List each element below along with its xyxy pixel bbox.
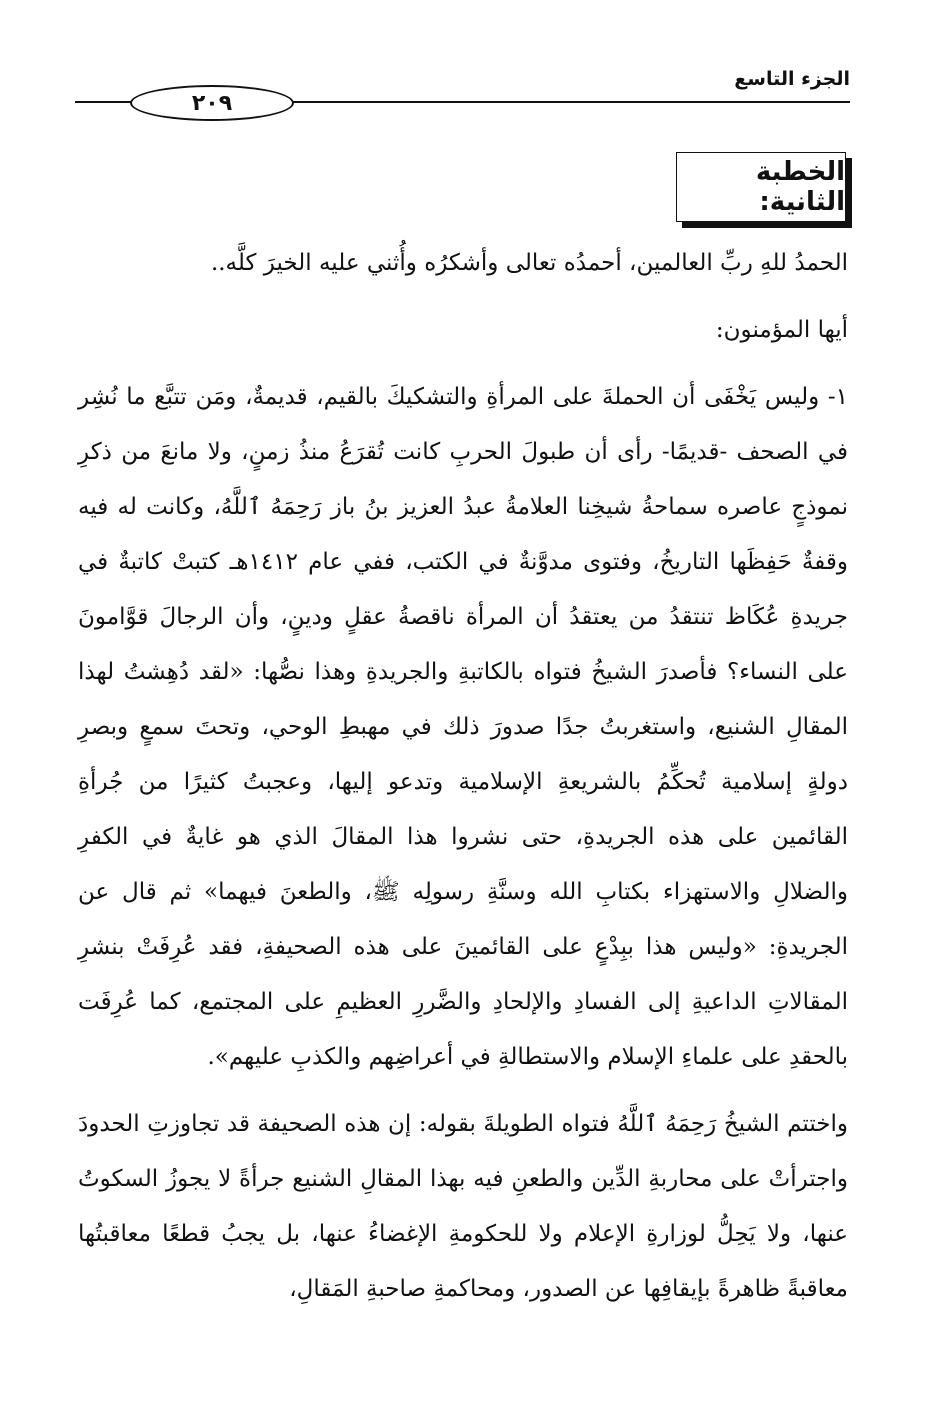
paragraph-point-1: ١- وليس يَخْفَى أن الحملةَ على المرأةِ والتشكيكَ بالقيم، قديمةٌ، ومَن تتبَّع ما نُشِر في الصحف -قديمًا- رأى أن طبولَ الحربِ كانت تُقرَعُ منذُ زمنٍ، ولا مانعَ من ذكرِ نموذجٍ عاصره سماحةُ شيخِنا العلامةُ عبدُ العزيز بنُ باز رَحِمَهُ ٱللَّهُ، وكانت له فيه وقفةٌ حَفِظَها التاريخُ، وفتوى مدوَّنةٌ في الكتب، ففي عام ١٤١٢هـ كتبتْ كاتبةٌ في جريدةِ عُكَاظ تنتقدُ من يعتقدُ أن المرأة ناقصةُ عقلٍ ودينٍ، وأن الرجالَ قوَّامونَ على النساء؟ فأصدرَ الشيخُ فتواه بالكاتبةِ والجريدةِ وهذا نصُّها: «لقد دُهِشتُ لهذا المقالِ الشنيع، واستغربتُ جدًا صدورَ ذلك في مهبطِ الوحي، وتحتَ سمعٍ وبصرِ دولةٍ إسلامية تُحكِّمُ بالشريعةِ الإسلامية وتدعو إليها، وعجبتُ كثيرًا من جُرأةِ القائمين على هذه الجريدةِ، حتى نشروا هذا المقالَ الذي هو غايةٌ في الكفرِ والضلالِ والاستهزاء بكتابِ الله وسنَّةِ رسولِه ﷺ، والطعنَ فيهما» ثم قال عن الجريدةِ: «وليس هذا ببِدْعٍ على القائمينَ على هذه الصحيفةِ، فقد عُرِفَتْ بنشرِ المقالاتِ الداعيةِ إلى الفسادِ والإلحادِ والضَّررِ العظيمِ على المجتمع، كما عُرِفَت بالحقدِ على علماءِ الإسلام والاستطالةِ في أعراضِهم والكذبِ عليهم».	[78, 384, 849, 1070]
page-header	[75, 58, 850, 128]
running-title: الجزء التاسع	[734, 68, 850, 90]
paragraph-opening: الحمدُ للهِ ربِّ العالمين، أحمدُه تعالى وأشكرُه وأُثني عليه الخيرَ كلَّه..	[210, 250, 848, 276]
body-text	[78, 236, 848, 1317]
paragraph-conclusion: واختتم الشيخُ رَحِمَهُ ٱللَّهُ فتواه الطويلةَ بقوله: إن هذه الصحيفة قد تجاوزتِ الحدودَ واجترأتْ على محاربةِ الدِّين والطعنِ فيه بهذا المقالِ الشنيع جرأةً لا يجوزُ السكوتُ عنها، ولا يَحِلُّ لوزارةِ الإعلام ولا للحكومةِ الإغضاءُ عنها، بل يجبُ قطعًا معاقبتُها معاقبةً ظاهرةً بإيقافِها عن الصدور، ومحاكمةِ صاحبةِ المَقالِ،	[78, 1111, 848, 1302]
page-number: ٢٠٩	[130, 85, 294, 121]
paragraph-address: أيها المؤمنون:	[715, 317, 848, 343]
section-heading: الخطبة الثانية:	[676, 152, 846, 222]
